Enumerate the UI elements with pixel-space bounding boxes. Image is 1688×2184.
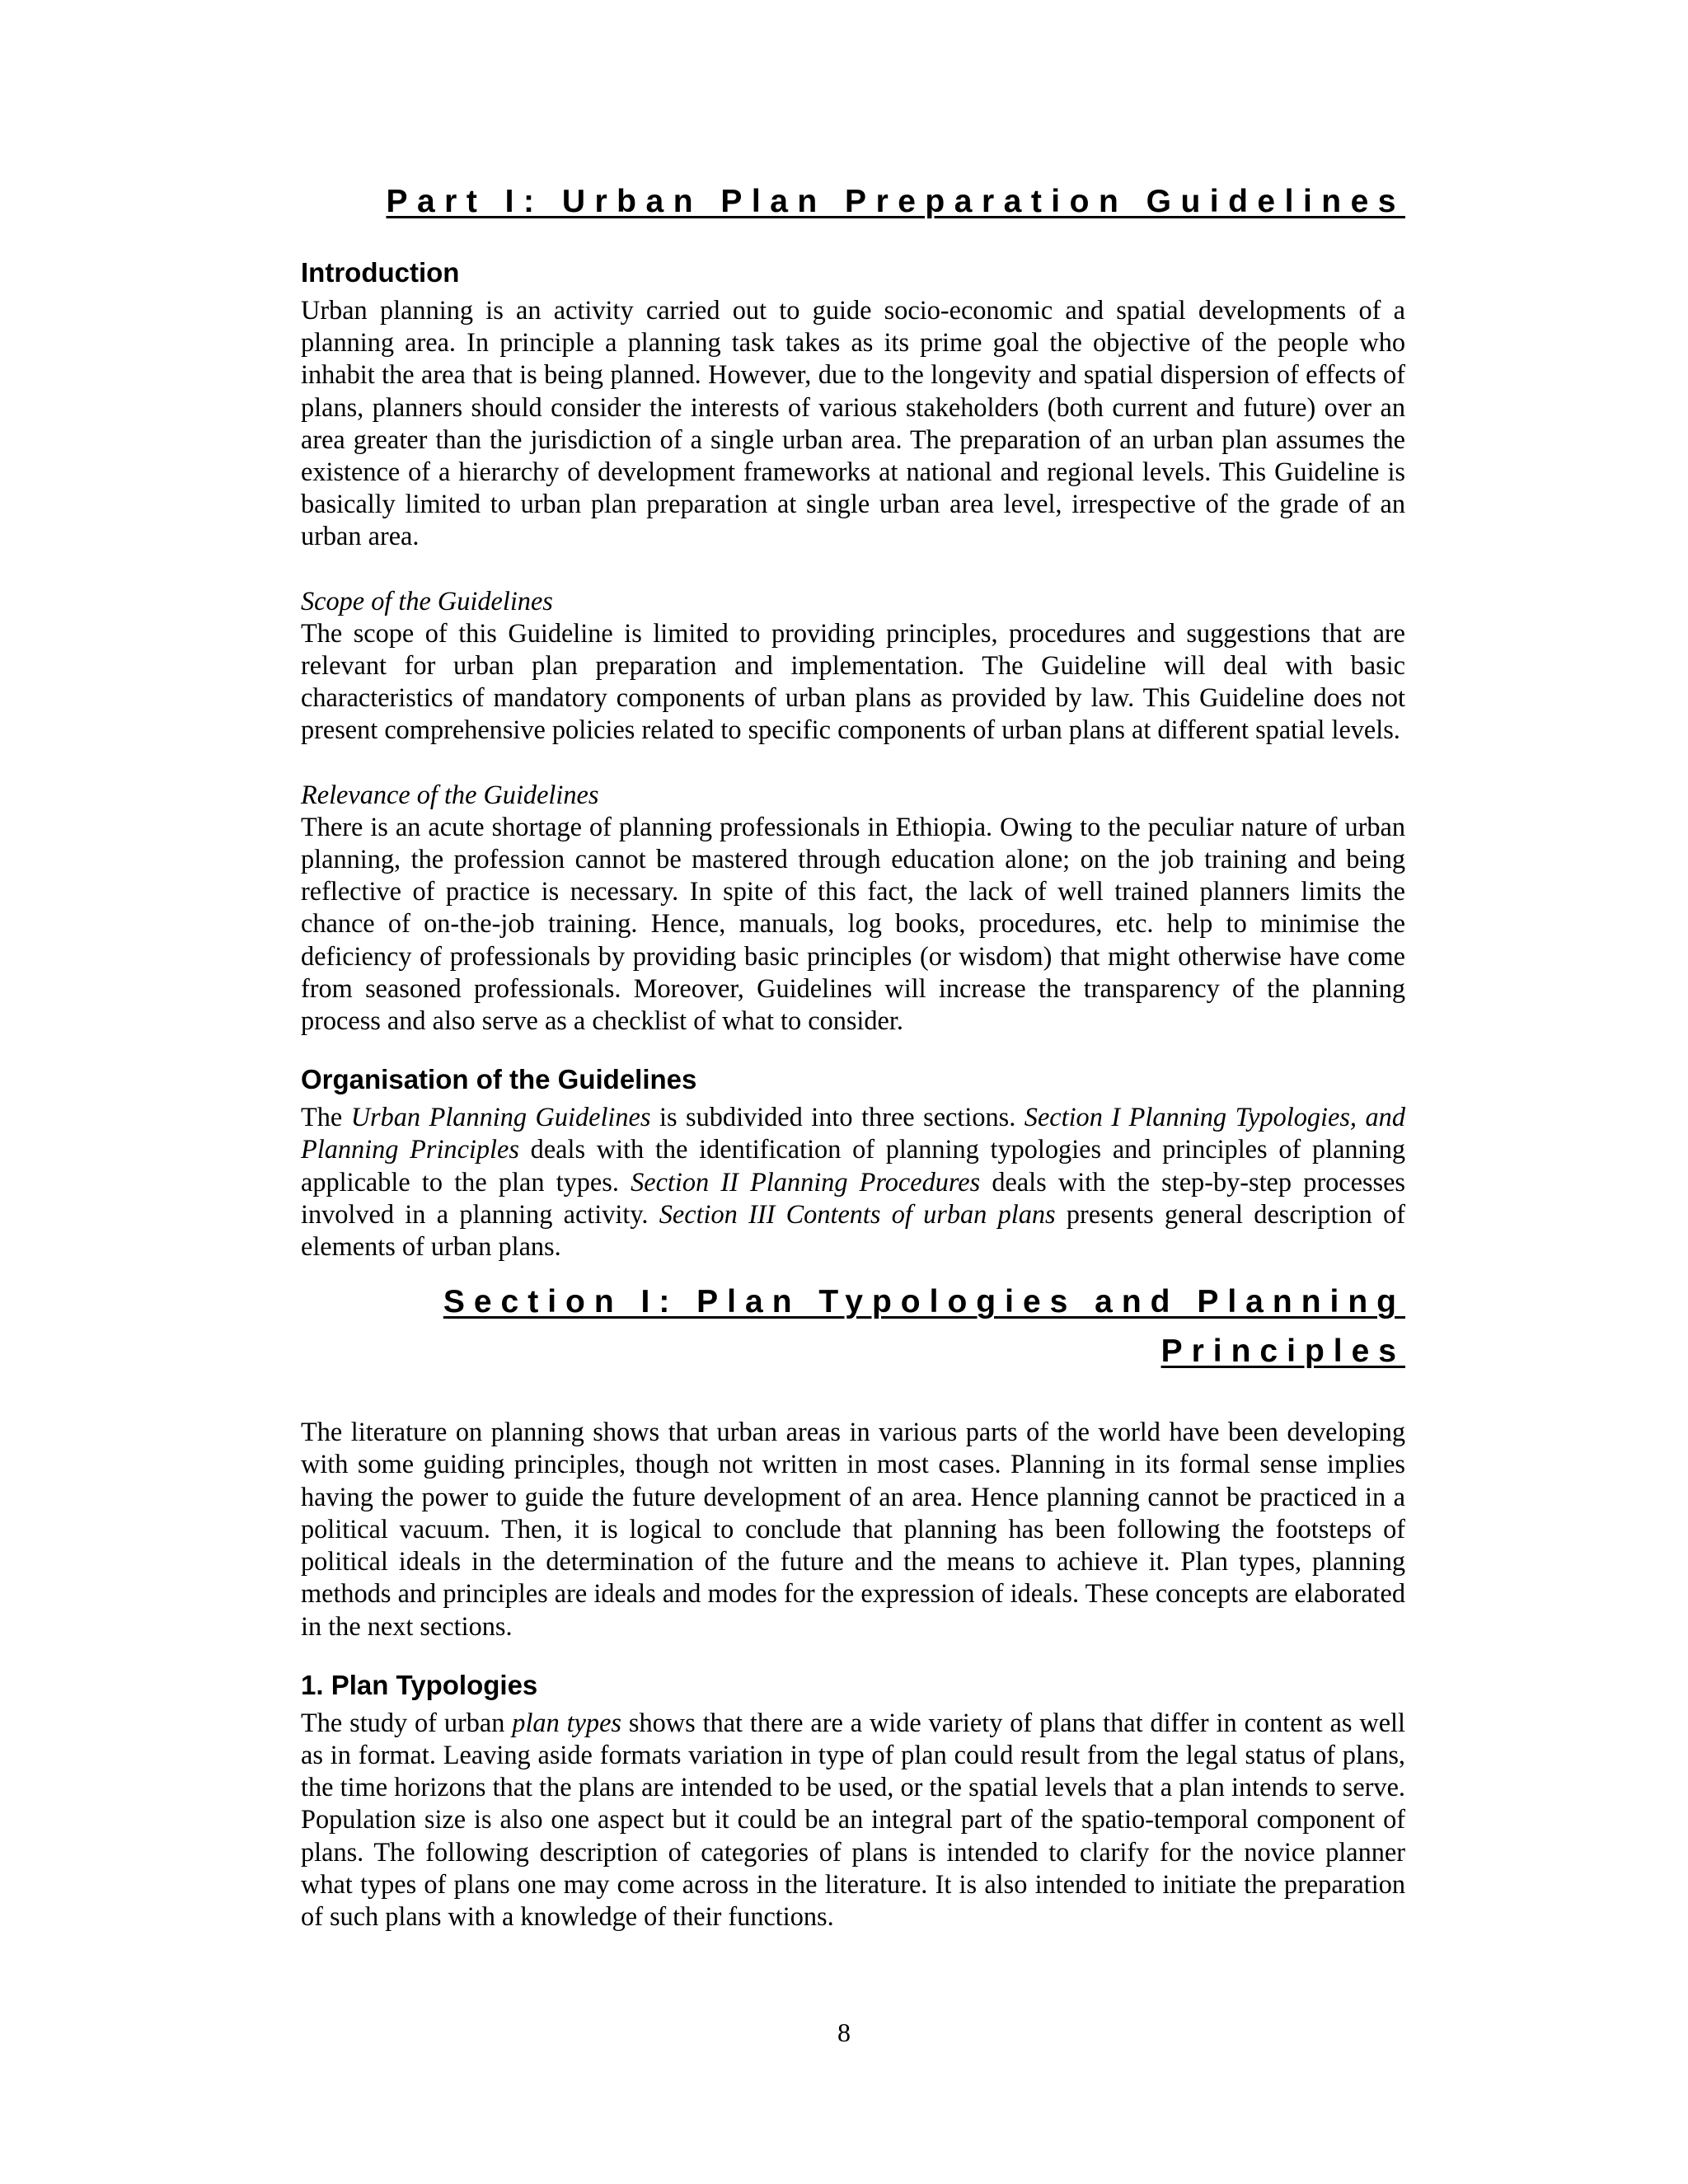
relevance-heading: Relevance of the Guidelines (301, 779, 599, 809)
relevance-paragraph: There is an acute shortage of planning professionals in Ethiopia. Owing to the peculiar nature of urban planning, the profession cannot be mastered through education alone; on the job training and being reflective of practice is necessary. In spite of this fact, the lack of well trained planners limits the chance of on-the-job training. Hence, manuals, log books, procedures, etc. help to minimise the deficiency of professionals by providing basic principles (or wisdom) that might otherwise have come from seasoned professionals. Moreover, Guidelines will increase the transparency of the planning process and also serve as a checklist of what to consider. (301, 811, 1405, 1036)
section-title: Section I: Plan Typologies and Planning Principles (443, 1284, 1405, 1370)
plan-typologies-paragraph: The study of urban plan types shows that there are a wide variety of plans that differ in content as well as in format. Leaving aside formats variation in type of plan could result from the legal status of plans, the time horizons that the plans are intended to be used, or the spatial levels that a plan intends to serve. Population size is also one aspect but it could be an integral part of the spatio-temporal component of plans. The following description of categories of plans is intended to clarify for the novice planner what types of plans one may come across in the literature. It is also intended to initiate the preparation of such plans with a knowledge of their functions. (301, 1707, 1405, 1931)
organisation-paragraph: The Urban Planning Guidelines is subdivided into three sections. Section I Planning Typologies, and Planning Principles deals with the identification of planning typologies and principles of planning applicable to the plan types. Section II Planning Procedures deals with the step-by-step processes involved in a planning activity. Section III Contents of urban plans presents general description of elements of urban plans. (301, 1102, 1405, 1262)
scope-paragraph: The scope of this Guideline is limited to providing principles, procedures and suggestions that are relevant for urban plan preparation and implementation. The Guideline will deal with basic characteristics of mandatory components of urban plans as provided by law. This Guideline does not present comprehensive policies related to specific components of urban plans at different spatial levels. (301, 617, 1405, 745)
page-content (301, 177, 1405, 1933)
page-number: 8 (837, 2018, 851, 2047)
scope-heading: Scope of the Guidelines (301, 585, 553, 616)
introduction-heading: Introduction (301, 257, 460, 288)
organisation-heading: Organisation of the Guidelines (301, 1064, 697, 1095)
plan-typologies-heading: 1. Plan Typologies (301, 1669, 538, 1700)
section-intro-paragraph: The literature on planning shows that urban areas in various parts of the world have been developing with some guiding principles, though not written in most cases. Planning in its formal sense implies having the power to guide the future development of an area. Hence planning cannot be practiced in a political vacuum. Then, it is logical to conclude that planning has been following the footsteps of political ideals in the determination of the future and the means to achieve it. Plan types, planning methods and principles are ideals and modes for the expression of ideals. These concepts are elaborated in the next sections. (301, 1417, 1405, 1641)
introduction-paragraph: Urban planning is an activity carried out to guide socio-economic and spatial developments of a planning area. In principle a planning task takes as its prime goal the objective of the people who inhabit the area that is being planned. However, due to the longevity and spatial dispersion of effects of plans, planners should consider the interests of various stakeholders (both current and future) over an area greater than the jurisdiction of a single urban area. The preparation of an urban plan assumes the existence of a hierarchy of development frameworks at national and regional levels. This Guideline is basically limited to urban plan preparation at single urban area level, irrespective of the grade of an urban area. (301, 295, 1405, 551)
part-title: Part I: Urban Plan Preparation Guidelines (386, 184, 1405, 219)
